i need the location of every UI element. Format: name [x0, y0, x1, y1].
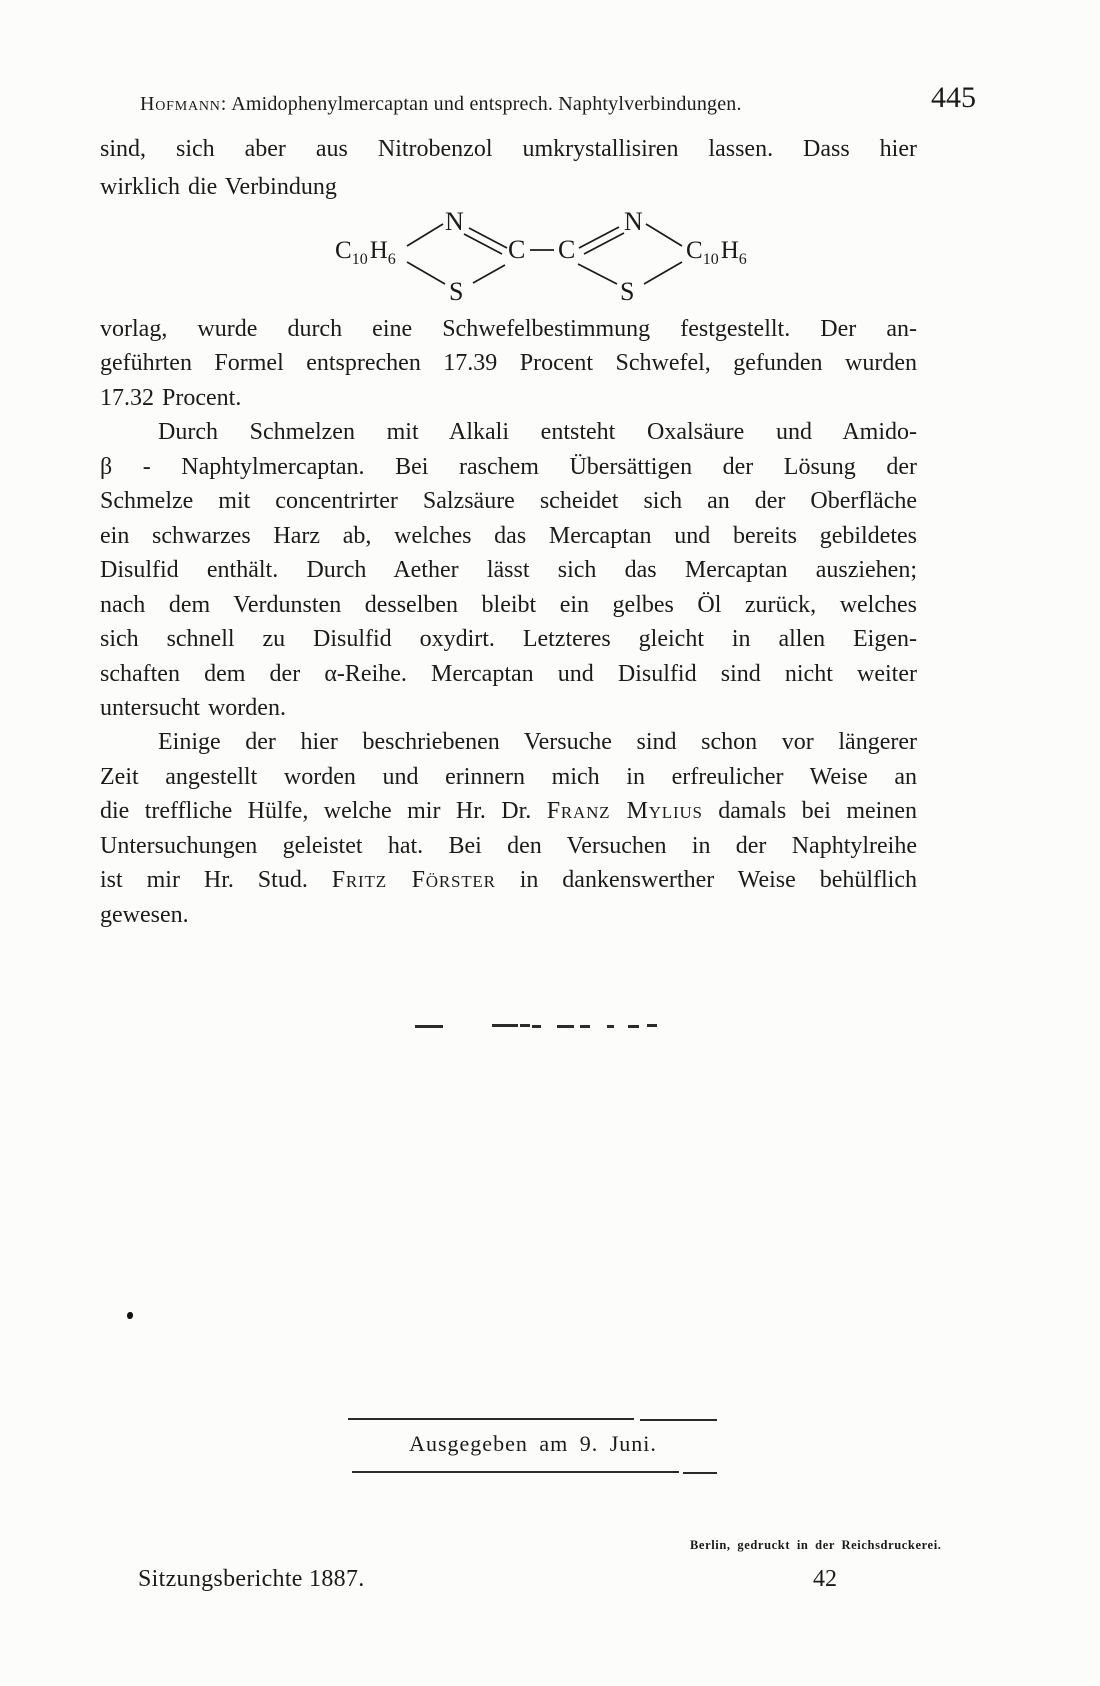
text-segment: die treffliche Hülfe, welche mir Hr. Dr.: [100, 798, 532, 825]
double-bond-line: [469, 228, 507, 248]
formula-right-s: S: [620, 277, 635, 306]
issue-date: Ausgegeben am 9. Juni.: [409, 1431, 657, 1456]
text-line: Schmelze mit concentrirter Salzsäure scheidet sich an der Oberfläche: [100, 488, 917, 515]
dashed-separator: [415, 1024, 660, 1028]
text-line: 17.32 Procent.: [100, 384, 242, 411]
chemical-structure-diagram: [333, 196, 758, 308]
double-bond-line: [464, 234, 502, 254]
text-line: Disulfid enthält. Durch Aether lässt sich das Mercaptan ausziehen;: [100, 557, 917, 584]
ink-speck: [127, 1312, 133, 1319]
formula-left-n: N: [445, 207, 464, 236]
text-line: untersucht worden.: [100, 694, 286, 721]
text-segment: ist mir Hr. Stud.: [100, 867, 308, 894]
text-segment: in dankenswerther Weise behülflich: [519, 867, 918, 894]
formula-right-group: $C_{10}H_6$: [686, 237, 747, 268]
formula-right-c: C: [558, 235, 576, 264]
bond-line: [644, 262, 682, 284]
formula-left-group: $C_{10}H_6$: [335, 237, 396, 268]
text-line: Einige der hier beschriebenen Versuche sind schon vor längerer: [158, 729, 917, 756]
formula-left-c: C: [508, 235, 526, 264]
rule-below-date: [352, 1471, 679, 1473]
text-line: wirklich die Verbindung: [100, 174, 337, 200]
text-line: vorlag, wurde durch eine Schwefelbestimmung festgestellt. Der an-: [100, 316, 917, 342]
series-title: Sitzungsberichte 1887.: [138, 1566, 365, 1592]
text-line: [100, 863, 917, 897]
text-line: nach dem Verdunsten desselben bleibt ein gelbes Öl zurück, welches: [100, 591, 917, 618]
text-line: geführten Formel entsprechen 17.39 Procent Schwefel, gefunden wurden: [100, 350, 917, 377]
bond-line: [473, 265, 505, 283]
printer-imprint: Berlin, gedruckt in der Reichsdruckerei.: [690, 1538, 942, 1552]
text-line: Durch Schmelzen mit Alkali entsteht Oxalsäure und Amido-: [158, 419, 917, 446]
formula-right-n: N: [624, 207, 643, 236]
author-name: Hofmann:: [140, 93, 228, 115]
text-line: sind, sich aber aus Nitrobenzol umkrystallisiren lassen. Dass hier: [100, 136, 917, 162]
formula-left-s: S: [449, 277, 464, 306]
article-title: Amidophenylmercaptan und entsprech. Naphtylverbindungen.: [231, 93, 742, 115]
paragraph-intro: [100, 130, 917, 206]
text-line: [100, 794, 917, 828]
text-line: Untersuchungen geleistet hat. Bei den Versuchen in der Naphtylreihe: [100, 832, 917, 859]
text-line: Zeit angestellt worden und erinnern mich in erfreulicher Weise an: [100, 763, 917, 790]
sheet-number: 42: [813, 1566, 837, 1592]
page-number: 445: [931, 81, 976, 114]
body-text: [100, 312, 917, 932]
double-bond-line: [584, 233, 624, 254]
text-line: sich schnell zu Disulfid oxydirt. Letzteres gleicht in allen Eigen-: [100, 626, 917, 653]
person-name-mylius: Franz Mylius: [546, 798, 703, 825]
text-line: ein schwarzes Harz ab, welches das Mercaptan und bereits gebildetes: [100, 522, 917, 549]
running-head: [140, 92, 742, 116]
person-name-foerster: Fritz Förster: [331, 867, 496, 894]
bond-line: [578, 264, 617, 284]
bond-line: [646, 224, 682, 246]
text-line: β - Naphtylmercaptan. Bei raschem Übersättigen der Lösung der: [100, 453, 917, 480]
bond-line: [407, 262, 445, 284]
double-bond-line: [579, 227, 619, 248]
text-line: schaften dem der α-Reihe. Mercaptan und Disulfid sind nicht weiter: [100, 660, 917, 687]
text-segment: damals bei meinen: [718, 798, 918, 825]
bond-line: [407, 224, 443, 246]
text-line: gewesen.: [100, 901, 189, 928]
rule-above-date: [348, 1418, 634, 1420]
rule-below-date-segment: [683, 1472, 717, 1474]
rule-above-date-segment: [640, 1419, 717, 1421]
